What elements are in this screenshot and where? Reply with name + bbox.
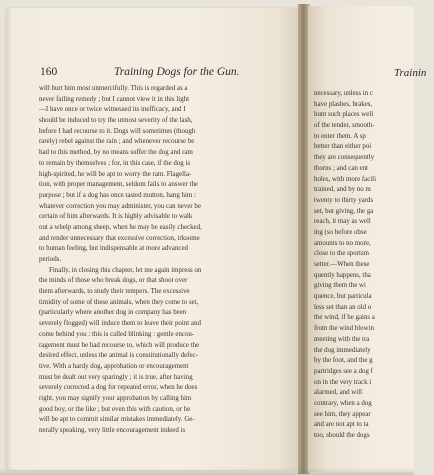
right-text-line: better than either poi: [314, 143, 372, 151]
left-text-line: had to this method, by no means suffer the dog and ram: [39, 149, 193, 157]
right-text-line: of the tender, smooth-: [314, 122, 375, 130]
left-text-line: never failing remedy ; but I cannot view it in this light: [39, 95, 190, 103]
right-text-line: reach, it may as well: [314, 218, 371, 226]
left-text-line: them afterwards, to study their tempers. The excessive: [39, 288, 190, 296]
right-running-title: Trainin: [394, 67, 427, 79]
left-text-line: periods.: [39, 256, 62, 263]
right-text-line: giving them the wi: [314, 282, 366, 290]
right-text-line: necessary, unless in c: [314, 90, 373, 97]
right-text-line: close to the sportsm: [314, 250, 369, 258]
right-text-line: ing (so before obse: [314, 228, 367, 236]
left-text-line: must be dealt out very sparingly ; it is true, after having: [39, 373, 193, 381]
left-text-line: and render unnecessary that excessive correction, irksome: [39, 234, 200, 242]
right-text-line: by the foot, and the g: [314, 357, 373, 365]
right-text-line: partridges see a dog f: [314, 367, 373, 375]
right-page: [308, 6, 427, 472]
left-text-line: desired effect, unless the animal is constitutionally defec-: [39, 352, 198, 360]
left-text-line: to human feeling, but indispensable at more advanced: [39, 245, 189, 253]
left-text-line: right, you may signify your approbation by calling him: [39, 394, 192, 402]
right-text-line: see him, they appear: [314, 410, 371, 418]
left-text-line: severely corrected a dog for repeated error, when he does: [39, 384, 198, 392]
left-text-line: (particularly where another dog in company has been: [39, 309, 187, 317]
left-text-line: ragement must be had recourse to, which will produce the: [39, 341, 200, 349]
left-text-line: nerally speaking, very little encouragement indeed is: [39, 427, 186, 434]
left-page-header: [40, 66, 280, 80]
right-text-line: the wind, if he gains a: [314, 314, 375, 322]
right-text-line: set, but giving, the ga: [314, 207, 374, 215]
left-text-line: certain of him afterwards. It is highly advisable to walk: [39, 213, 193, 221]
right-text-line: meeting with the tra: [314, 335, 370, 343]
right-text-line: and are not apt to ta: [314, 421, 369, 429]
page-number: 160: [40, 66, 58, 78]
right-text-line: holes, with more facili: [314, 175, 376, 183]
left-text-line: rarely) rebel against the rain ; and whenever recourse be: [39, 138, 195, 146]
right-text-line: amounts to no more,: [314, 239, 371, 247]
left-text-line: whatever correction you may administer, you can never be: [39, 202, 201, 210]
right-text-line: quence, but particula: [314, 293, 372, 301]
left-text-line: will hurt him most unmercifully. This is regarded as a: [39, 85, 188, 92]
right-text-line: trained, and by no m: [314, 186, 371, 194]
right-text-line: alarmed, and will: [314, 389, 363, 397]
left-text-line: severely flogged) will induce them to leave their point and: [39, 320, 201, 328]
left-text-line: the minds of those who break dogs, or that shoot over: [39, 277, 188, 285]
right-text-line: too, should the dogs: [314, 432, 370, 439]
left-text-line: come behind you : this is called blinking : gentle encou-: [39, 330, 195, 338]
left-text-line: —I have once or twice witnessed its inefficacy, and I: [39, 106, 186, 114]
left-text-line: to remain by themselves ; for, in this case, if the dog is: [39, 159, 191, 167]
left-text-line: out a whelp among sheep, when he may be easily checked,: [39, 223, 202, 231]
right-text-line: they are consequently: [314, 154, 375, 162]
right-text-line: from the wind blowin: [314, 325, 374, 333]
right-text-line: on in the very track i: [314, 378, 372, 386]
left-text-line: before I had recourse to it. Dogs will sometimes (though: [39, 127, 196, 135]
right-page-text: [314, 89, 434, 442]
right-text-line: the dog immediately: [314, 346, 371, 354]
right-text-line: to enter them. A sp: [314, 132, 366, 140]
left-text-line: tion, with proper management, seldom fails to answer the: [39, 181, 199, 189]
right-text-line: have plashes, brakes,: [314, 100, 373, 108]
right-text-line: less set than an old o: [314, 303, 372, 311]
left-text-line: timidity of some of these animals, when they come to set,: [39, 298, 199, 306]
left-text-line: high-spirited, he will be apt to worry the ram. Flagella-: [39, 170, 192, 178]
left-running-title: Training Dogs for the Gun.: [114, 66, 240, 78]
left-text-line: Finally, in closing this chapter, let me again impress on: [49, 266, 202, 274]
page-edge-shadow: [0, 468, 414, 475]
right-text-line: contrary, when a dog: [314, 399, 372, 407]
right-text-line: setter.—When these: [314, 261, 370, 268]
left-text-line: good boy, or the like ; but even this with caution, or he: [39, 405, 191, 413]
left-text-line: should be induced to try the utmost severity of the lash,: [39, 117, 193, 125]
right-text-line: twenty to thirty yards: [314, 196, 374, 204]
left-text-line: tive. With a hardy dog, approbation or encouragement: [39, 362, 189, 370]
right-text-line: hunt such places well: [314, 111, 374, 119]
left-text-line: purpose ; but if a dog has once tasted mutton, hang him :: [39, 191, 196, 199]
left-page-text: [39, 84, 281, 437]
left-text-line: will be apt to commit similar mistakes immediately. Ge-: [39, 416, 195, 424]
right-text-line: quently happens, tha: [314, 271, 371, 279]
right-text-line: thorns ; and can ent: [314, 164, 368, 172]
